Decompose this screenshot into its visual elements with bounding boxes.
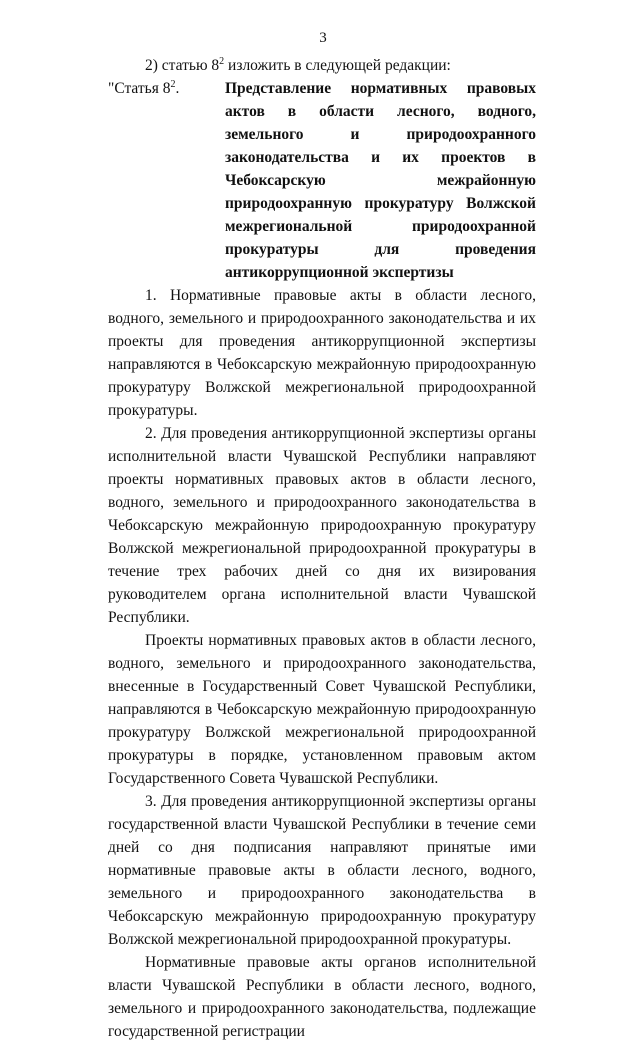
- article-heading: [108, 77, 536, 284]
- amendment-intro-text: 2) статью 8: [145, 57, 220, 74]
- body-paragraph-2: 2. Для проведения антикоррупционной экспертизы органы исполнительной власти Чувашской Республики направляют проекты нормативных правовых актов в области лесного, водного, земельного и природоохранного законодательства в Чебоксарскую межрайонную природоохранную прокуратуру Волжской межрегиональной природоохранной прокуратуры в течение трех рабочих дней со дня их визирования руководителем органа исполнительной власти Чувашской Республики.: [108, 425, 536, 626]
- body-paragraph-5: Нормативные правовые акты органов исполнительной власти Чувашской Республики в области лесного, водного, земельного и природоохранного законодательства, подлежащие государственной регистрации: [108, 954, 536, 1040]
- amendment-intro-line: [108, 54, 536, 77]
- body-paragraph-1: 1. Нормативные правовые акты в области лесного, водного, земельного и природоохранного законодательства и их проекты для проведения антикоррупционной экспертизы направляются в Чебоксарскую межрайонную природоохранную прокуратуру Волжской межрегиональной природоохранной прокуратуры.: [108, 287, 536, 419]
- document-body: [108, 54, 536, 1043]
- body-paragraph-3: Проекты нормативных правовых актов в области лесного, водного, земельного и природоохранного законодательства, внесенные в Государственный Совет Чувашской Республики, направляются в Чебоксарскую межрайонную природоохранную прокуратуру Волжской межрегиональной природоохранной прокуратуры в порядке, установленном правовым актом Государственного Совета Чувашской Республики.: [108, 632, 536, 787]
- page-number: 3: [319, 30, 327, 46]
- article-number-superscript: 2: [219, 55, 225, 67]
- article-title: Представление нормативных правовых актов в области лесного, водного, земельного и природоохранного законодательства и их проектов в Чебоксарскую межрайонную природоохранную прокуратуру Волжской межрегиональной природоохранной прокуратуры для проведения антикоррупционной экспертизы: [225, 80, 536, 281]
- body-paragraph-4: 3. Для проведения антикоррупционной экспертизы органы государственной власти Чувашской Республики в течение семи дней со дня подписания направляют принятые ими нормативные правовые акты в области лесного, водного, земельного и природоохранного законодательства в Чебоксарскую межрайонную природоохранную прокуратуру Волжской межрегиональной природоохранной прокуратуры.: [108, 793, 536, 948]
- article-heading-lead: [108, 77, 179, 100]
- amendment-intro-tail: изложить в следующей редакции:: [224, 57, 451, 74]
- article-heading-lead-text: "Статья 8: [108, 80, 171, 97]
- article-heading-superscript: 2: [170, 78, 176, 90]
- article-heading-lead-dot: .: [175, 80, 180, 97]
